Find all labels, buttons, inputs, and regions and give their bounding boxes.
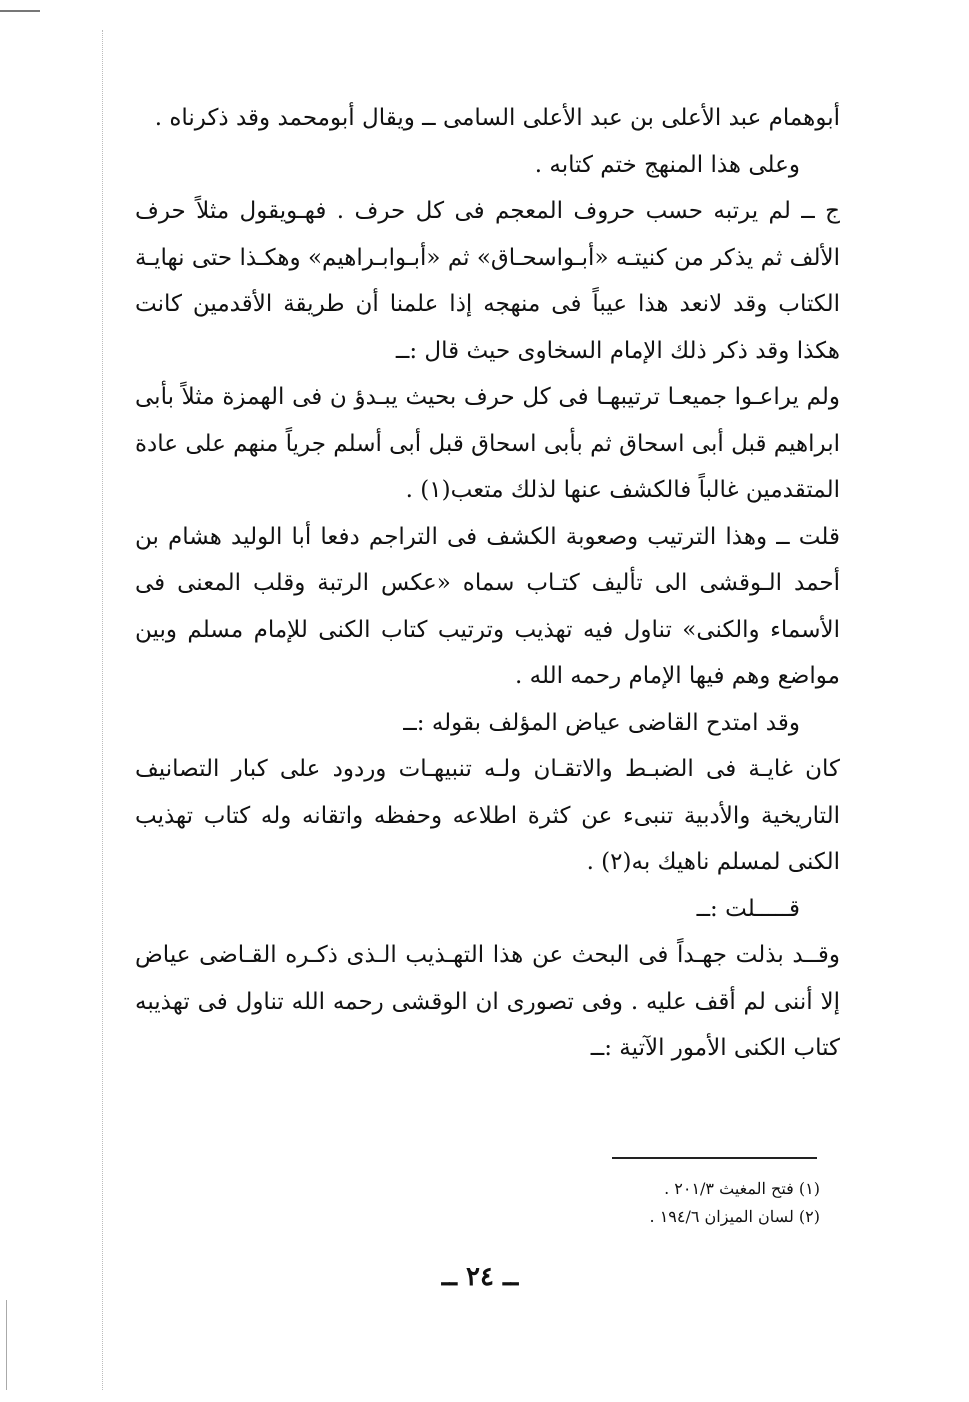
paragraph: وعلى هذا المنهج ختم كتابه . [534,151,800,178]
section-heading: قـــــلت :ــ [696,895,800,922]
paragraph: ج ــ لم يرتبه حسب حروف المعجم فى كل حرف . فهـويقول مثلاً حرف الألف ثم يذكر من كنيتـه «أبـواسحـاق» ثم «أبـوابـراهيم» وهكـذا حتى نهايـة الكتاب وقد لانعد هذا عيباً فى منهجه إذا علمنا أن طريقة الأقدمين كانت هكذا وقد ذكر ذلك الإمام السخاوى حيث قال :ــ [135,198,840,364]
quoted-paragraph: كان غايـة فى الضبـط والاتقـان ولـه تنبيهـات وردود على كبار التصانيف التاريخية والأدبية تنبىء عن كثرة اطلاعه وحفظه واتقانه وله كتاب تهذيب الكنى لمسلم ناهيك به(٢) . [135,756,840,875]
paragraph: قلت ــ وهذا الترتيب وصعوبة الكشف فى التراجم دفعا أبا الوليد هشام بن أحمد الـوقشى الى تأليف كتـاب سماه «عكس الرتبة وقلب المعنى فى الأسماء والكنى» تناول فيه تهذيب وترتيب كتاب الكنى للإمام مسلم وبين مواضع وهم فيها الإمام رحمه الله . [135,523,840,689]
footnote-separator [612,1157,817,1159]
body-text [135,95,840,1072]
footnotes [560,1175,820,1231]
page-number: ــ ٢٤ ــ [441,1262,519,1292]
paragraph: وقــد بذلت جهـداً فى البحث عن هذا التهـذيب الـذى ذكـره القـاضى عياض إلا أننى لم أقف عليه . وفى تصورى ان الوقشى رحمه الله تناول فى تهذيبه كتاب الكنى الأمور الآتية :ــ [135,942,840,1061]
paragraph: أبوهمام عبد الأعلى بن عبد الأعلى السامى ــ ويقال أبومحمد وقد ذكرناه . [154,105,840,131]
quoted-paragraph: ولم يراعـوا جميعـا ترتيبهـا فى كل حرف بحيث يبـدؤ ن فى الهمزة مثلاً بأبى ابراهيم قبل أبى اسحاق ثم بأبى اسحاق قبل أبى أسلم جرياً منهم على عادة المتقدمين غالباً فالكشف عنها لذلك متعب(١) . [135,384,840,503]
footnote: (١) فتح المغيث ٢٠١/٣ . [664,1179,820,1198]
scan-margin-line [6,1300,7,1390]
scan-edge-mark [0,10,40,12]
paragraph: وقد امتدح القاضى عياض المؤلف بقوله :ــ [403,709,800,736]
footnote: (٢) لسان الميزان ١٩٤/٦ . [649,1207,820,1226]
scan-margin-line [102,30,103,1390]
